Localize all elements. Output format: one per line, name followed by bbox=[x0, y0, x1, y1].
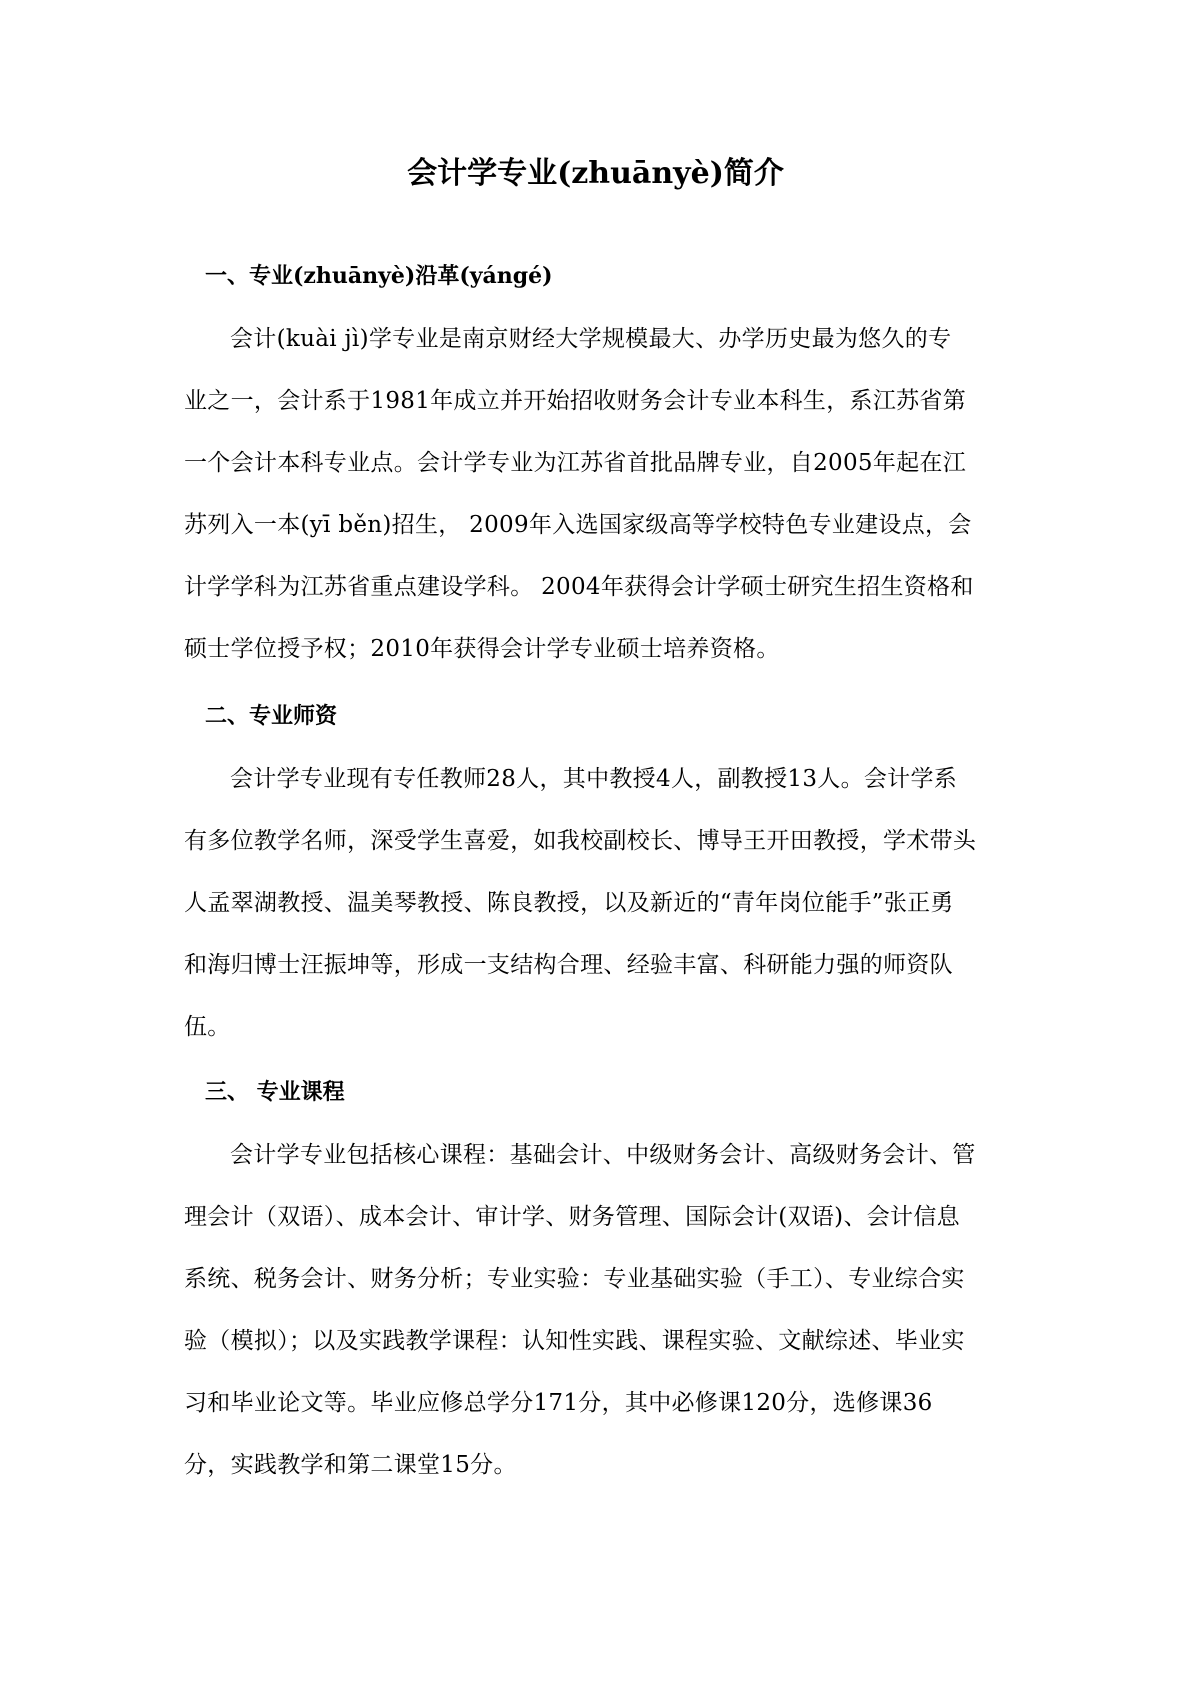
paragraph-line: 苏列入一本(yī běn)招生， 2009年入选国家级高等学校特色专业建设点，会 bbox=[184, 512, 972, 538]
paragraph-line: 会计学专业包括核心课程：基础会计、中级财务会计、高级财务会计、管 bbox=[230, 1142, 976, 1168]
paragraph-line: 硕士学位授予权；2010年获得会计学专业硕士培养资格。 bbox=[184, 636, 780, 662]
paragraph-line: 人孟翠湖教授、温美琴教授、陈良教授，以及新近的“青年岗位能手”张正勇 bbox=[184, 890, 954, 916]
paragraph-line: 系统、税务会计、财务分析；专业实验：专业基础实验（手工）、专业综合实 bbox=[184, 1266, 965, 1292]
paragraph-line: 验（模拟）；以及实践教学课程：认知性实践、课程实验、文献综述、毕业实 bbox=[184, 1328, 965, 1354]
document-title: 会计学专业(zhuānyè)简介 bbox=[407, 156, 784, 191]
paragraph-line: 有多位教学名师，深受学生喜爱，如我校副校长、博导王开田教授，学术带头 bbox=[184, 828, 977, 854]
paragraph-line: 业之一，会计系于1981年成立并开始招收财务会计专业本科生，系江苏省第 bbox=[184, 388, 967, 414]
paragraph-line: 会计学专业现有专任教师28人，其中教授4人，副教授13人。会计学系 bbox=[230, 766, 958, 792]
paragraph-line: 理会计（双语）、成本会计、审计学、财务管理、国际会计(双语)、会计信息 bbox=[184, 1204, 960, 1230]
paragraph-line: 习和毕业论文等。毕业应修总学分171分，其中必修课120分，选修课36 bbox=[184, 1390, 933, 1416]
paragraph-line: 和海归博士汪振坤等，形成一支结构合理、经验丰富、科研能力强的师资队 bbox=[184, 952, 953, 978]
paragraph-line: 计学学科为江苏省重点建设学科。 2004年获得会计学硕士研究生招生资格和 bbox=[184, 574, 974, 600]
paragraph-line: 一个会计本科专业点。会计学专业为江苏省首批品牌专业，自2005年起在江 bbox=[184, 450, 967, 476]
paragraph-line: 分，实践教学和第二课堂15分。 bbox=[184, 1452, 517, 1478]
section-heading-faculty: 二、专业师资 bbox=[205, 703, 338, 729]
section-heading-history: 一、专业(zhuānyè)沿革(yángé) bbox=[205, 263, 553, 289]
section-heading-courses: 三、 专业课程 bbox=[205, 1079, 345, 1105]
paragraph-line: 伍。 bbox=[184, 1014, 231, 1040]
paragraph-line: 会计(kuài jì)学专业是南京财经大学规模最大、办学历史最为悠久的专 bbox=[230, 326, 952, 352]
